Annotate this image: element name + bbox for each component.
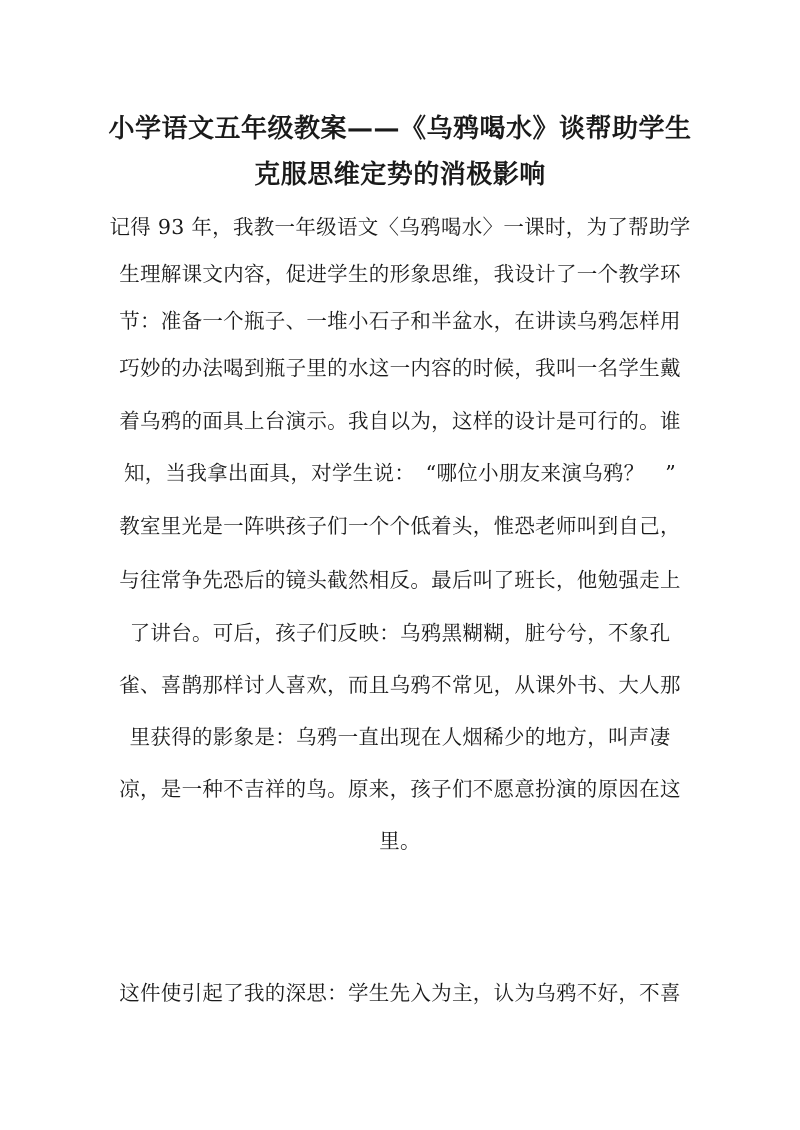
paragraph-1-line: 节：准备一个瓶子、一堆小石子和半盆水，在讲读乌鸦怎样用 xyxy=(119,309,681,333)
paragraph-1-line: 了讲台。可后，孩子们反映：乌鸦黑糊糊，脏兮兮，不象孔 xyxy=(129,621,671,645)
paragraph-1-line: 知，当我拿出面具，对学生说： “哪位小朋友来演乌鸦？ ” xyxy=(123,461,677,485)
paragraph-1-line: 雀、喜鹊那样讨人喜欢，而且乌鸦不常见，从课外书、大人那 xyxy=(119,673,681,697)
paragraph-1-line: 与往常争先恐后的镜头截然相反。最后叫了班长，他勉强走上 xyxy=(119,568,681,592)
paragraph-1-line: 凉，是一种不吉祥的鸟。原来，孩子们不愿意扮演的原因在这 xyxy=(119,777,681,801)
paragraph-1-line: 记得 93 年，我教一年级语文〈乌鸦喝水〉一课时，为了帮助学 xyxy=(109,215,691,239)
paragraph-1-line: 里。 xyxy=(379,829,421,853)
paragraph-1-line: 里获得的影象是：乌鸦一直出现在人烟稀少的地方，叫声凄 xyxy=(129,725,671,749)
document-title-line-1: 小学语文五年级教案——《乌鸦喝水》谈帮助学生 xyxy=(108,114,692,144)
paragraph-1-line: 巧妙的办法喝到瓶子里的水这一内容的时候，我叫一名学生戴 xyxy=(119,356,681,380)
paragraph-1-line: 教室里光是一阵哄孩子们一个个低着头，惟恐老师叫到自己， xyxy=(119,514,681,538)
paragraph-1-line: 生理解课文内容，促进学生的形象思维，我设计了一个教学环 xyxy=(119,262,681,286)
document-title-line-2: 克服思维定势的消极影响 xyxy=(254,160,546,190)
paragraph-1-line: 着乌鸦的面具上台演示。我自以为，这样的设计是可行的。谁 xyxy=(119,409,681,433)
paragraph-2-line: 这件使引起了我的深思：学生先入为主，认为乌鸦不好，不喜 xyxy=(119,981,681,1005)
